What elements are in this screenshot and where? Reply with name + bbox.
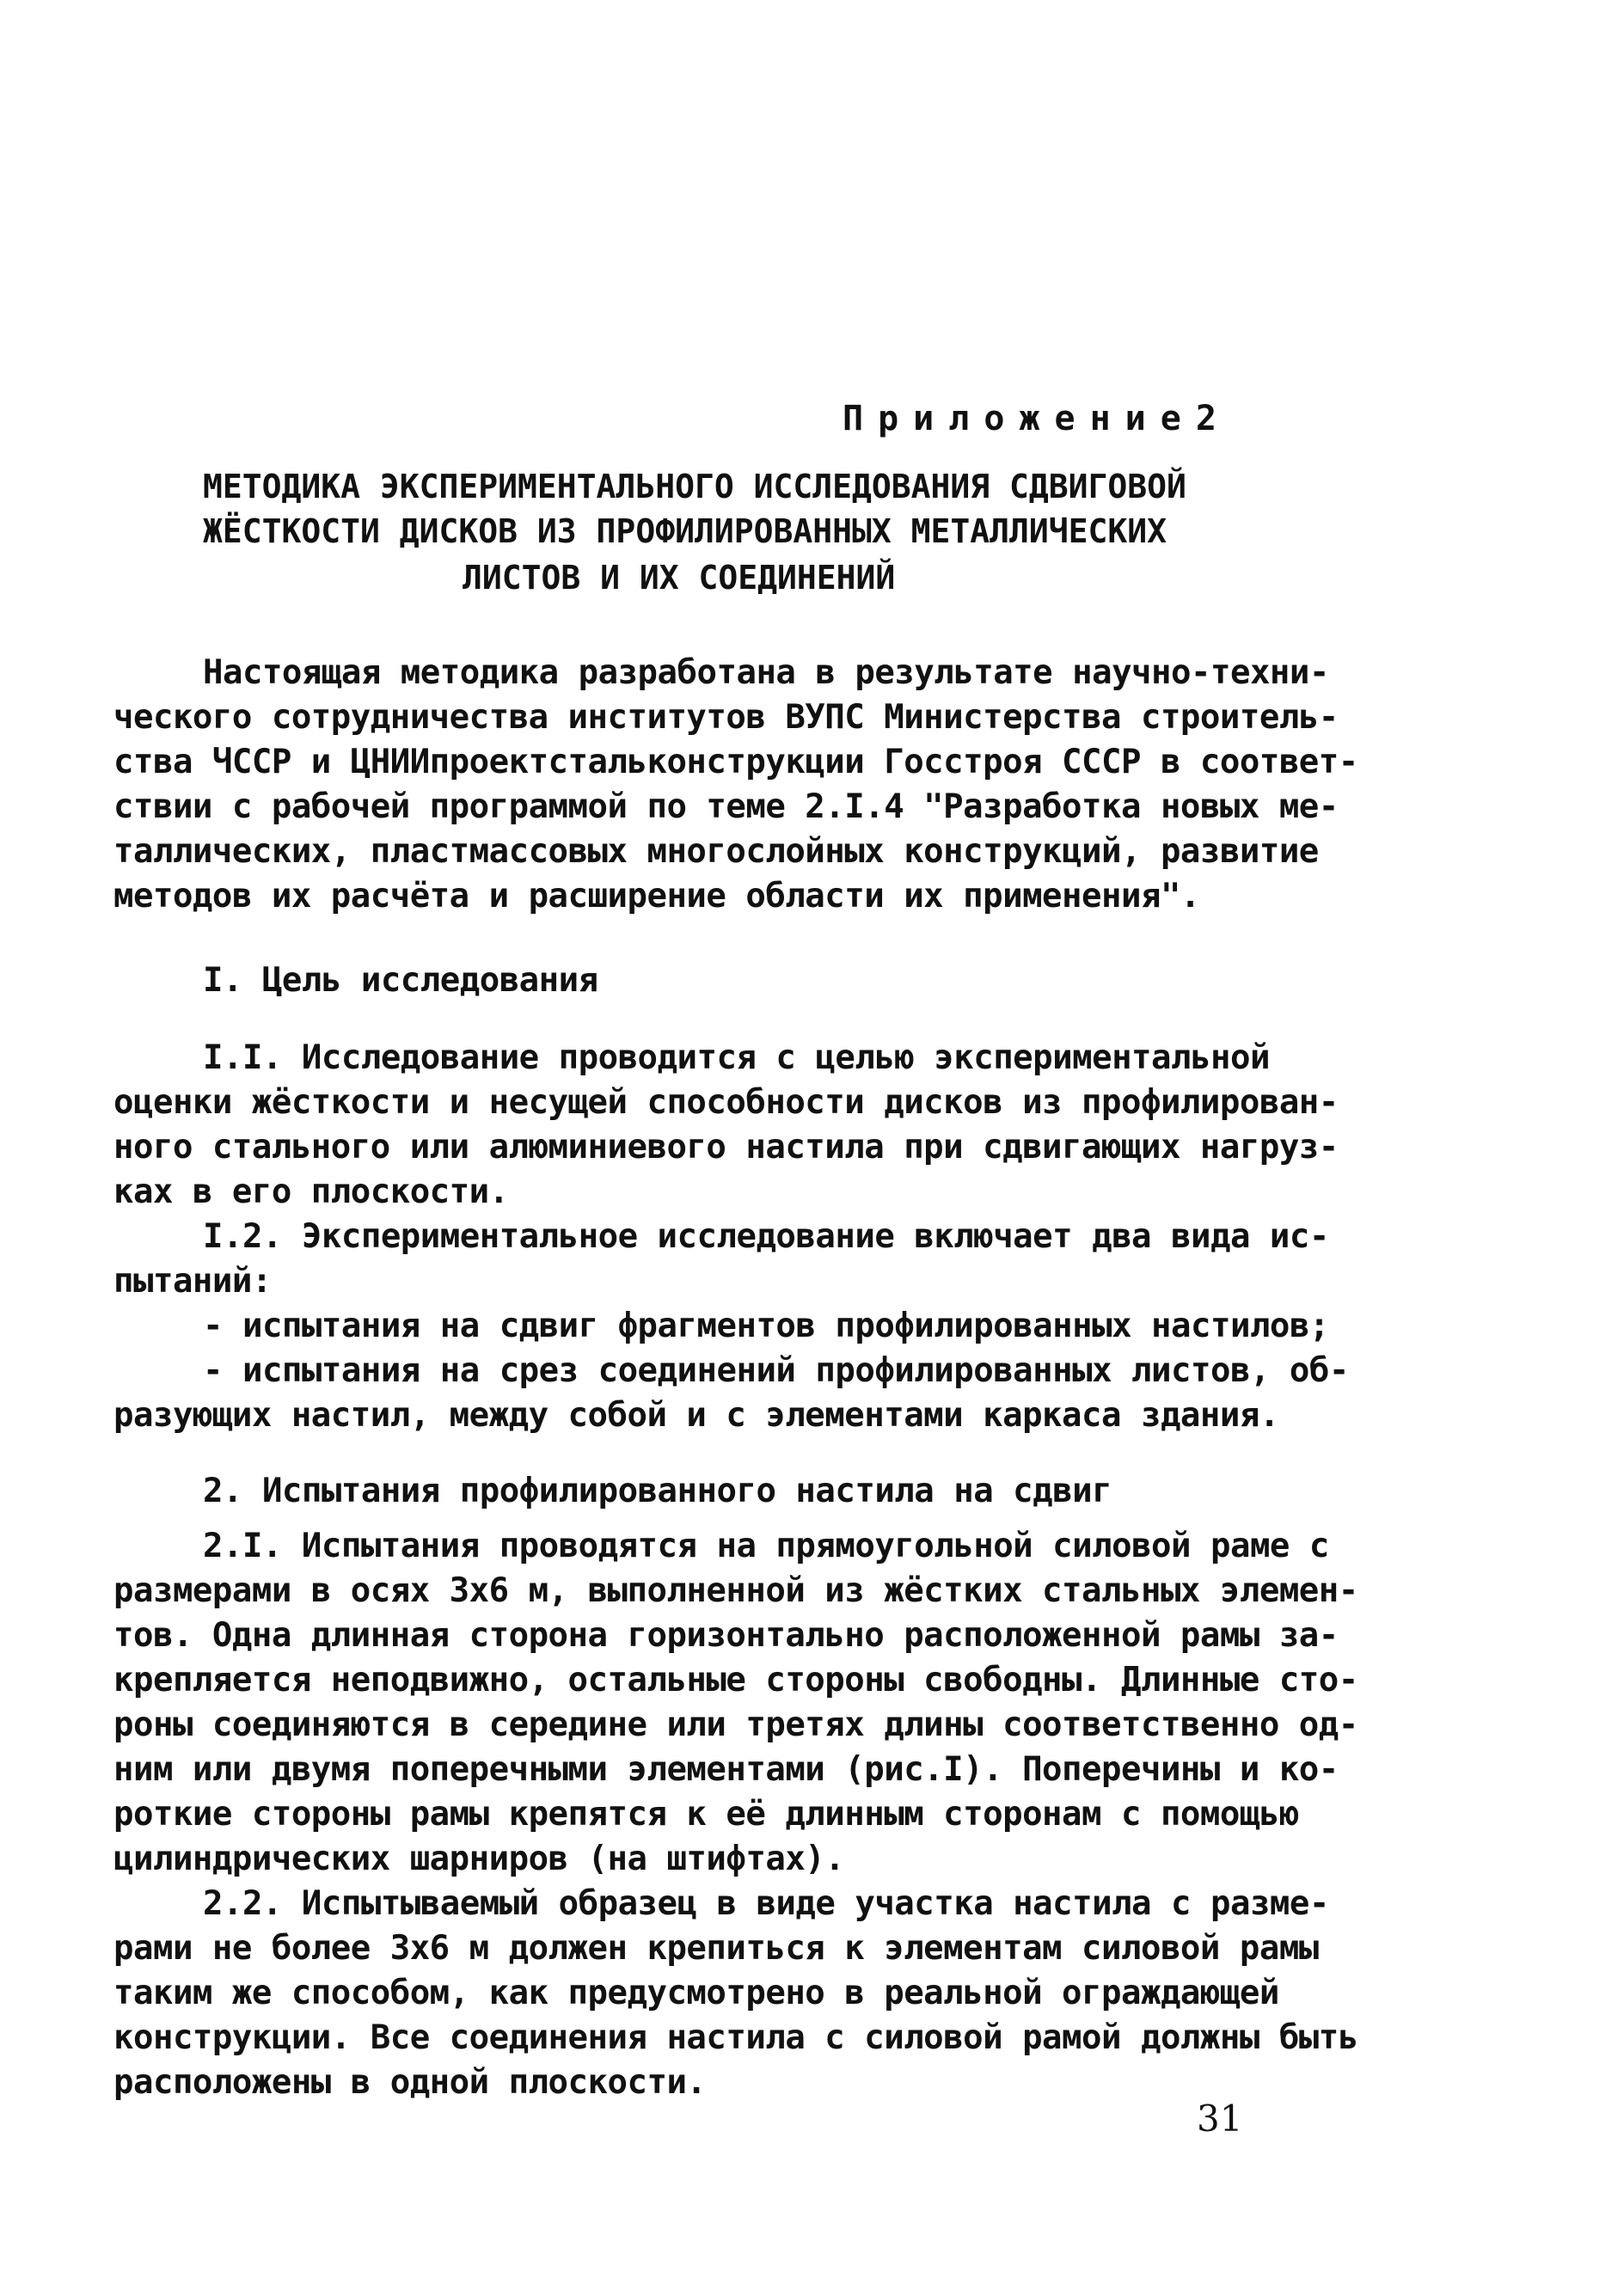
intro-line: методов их расчёта и расширение области их применения". [113, 877, 1200, 915]
intro-line: ства ЧССР и ЦНИИпроектстальконструкции Госстроя СССР в соответ- [113, 743, 1358, 781]
paragraph-1-2-line: - испытания на сдвиг фрагментов профилированных настилов; [203, 1307, 1329, 1345]
paragraph-1-1-line: I.I. Исследование проводится с целью экспериментальной [203, 1038, 1270, 1077]
paragraph-2-1-line: роны соединяются в середине или третях длины соответственно од- [113, 1705, 1358, 1744]
paragraph-2-2-line: 2.2. Испытываемый образец в виде участка настила с разме- [203, 1884, 1329, 1923]
section-1-heading: I. Цель исследования [203, 961, 598, 1000]
intro-line: Настоящая методика разработана в результате научно-техни- [203, 653, 1329, 692]
title-line-2: ЖЁСТКОСТИ ДИСКОВ ИЗ ПРОФИЛИРОВАННЫХ МЕТАЛЛИЧЕСКИХ [203, 512, 1167, 550]
section-2-heading: 2. Испытания профилированного настила на сдвиг [203, 1472, 1112, 1510]
paragraph-2-2-line: расположены в одной плоскости. [113, 2063, 707, 2102]
intro-line: ствии с рабочей программой по теме 2.I.4 "Разработка новых ме- [113, 787, 1339, 826]
paragraph-1-2-line: - испытания на срез соединений профилированных листов, об- [203, 1351, 1349, 1390]
paragraph-2-2-line: таким же способом, как предусмотрено в реальной ограждающей [113, 1974, 1279, 2012]
title-line-1: МЕТОДИКА ЭКСПЕРИМЕНТАЛЬНОГО ИССЛЕДОВАНИЯ СДВИГОВОЙ [203, 468, 1186, 505]
paragraph-2-1-line: тов. Одна длинная сторона горизонтально расположенной рамы за- [113, 1616, 1339, 1655]
paragraph-1-2-line: разующих настил, между собой и с элементами каркаса здания. [113, 1396, 1279, 1435]
page-number: 31 [1197, 2097, 1243, 2140]
paragraph-2-2-line: конструкции. Все соединения настила с силовой рамой должны быть [113, 2018, 1358, 2057]
intro-line: ческого сотрудничества институтов ВУПС Министерства строитель- [113, 698, 1339, 737]
title-line-3: ЛИСТОВ И ИХ СОЕДИНЕНИЙ [463, 559, 896, 597]
paragraph-1-1-line: оценки жёсткости и несущей способности дисков из профилирован- [113, 1083, 1339, 1122]
paragraph-2-1-line: цилиндрических шарниров (на штифтах). [113, 1840, 845, 1878]
paragraph-1-2-line: пытаний: [113, 1262, 272, 1301]
appendix-label: Приложение2 [843, 399, 1231, 438]
intro-line: таллических, пластмассовых многослойных конструкций, развитие [113, 832, 1319, 871]
paragraph-1-1-line: ного стального или алюминиевого настила при сдвигающих нагруз- [113, 1128, 1339, 1167]
paragraph-1-2-line: I.2. Экспериментальное исследование включает два вида ис- [203, 1217, 1329, 1256]
paragraph-2-2-line: рами не более 3х6 м должен крепиться к элементам силовой рамы [113, 1929, 1319, 1968]
paragraph-2-1-line: роткие стороны рамы крепятся к её длинным сторонам с помощью [113, 1795, 1299, 1834]
paragraph-2-1-line: 2.I. Испытания проводятся на прямоугольной силовой раме с [203, 1527, 1329, 1565]
paragraph-2-1-line: ним или двумя поперечными элементами (рис.I). Поперечины и ко- [113, 1750, 1339, 1789]
paragraph-2-1-line: крепляется неподвижно, остальные стороны свободны. Длинные сто- [113, 1661, 1358, 1699]
paragraph-1-1-line: ках в его плоскости. [113, 1173, 509, 1211]
paragraph-2-1-line: размерами в осях 3х6 м, выполненной из жёстких стальных элемен- [113, 1571, 1358, 1610]
